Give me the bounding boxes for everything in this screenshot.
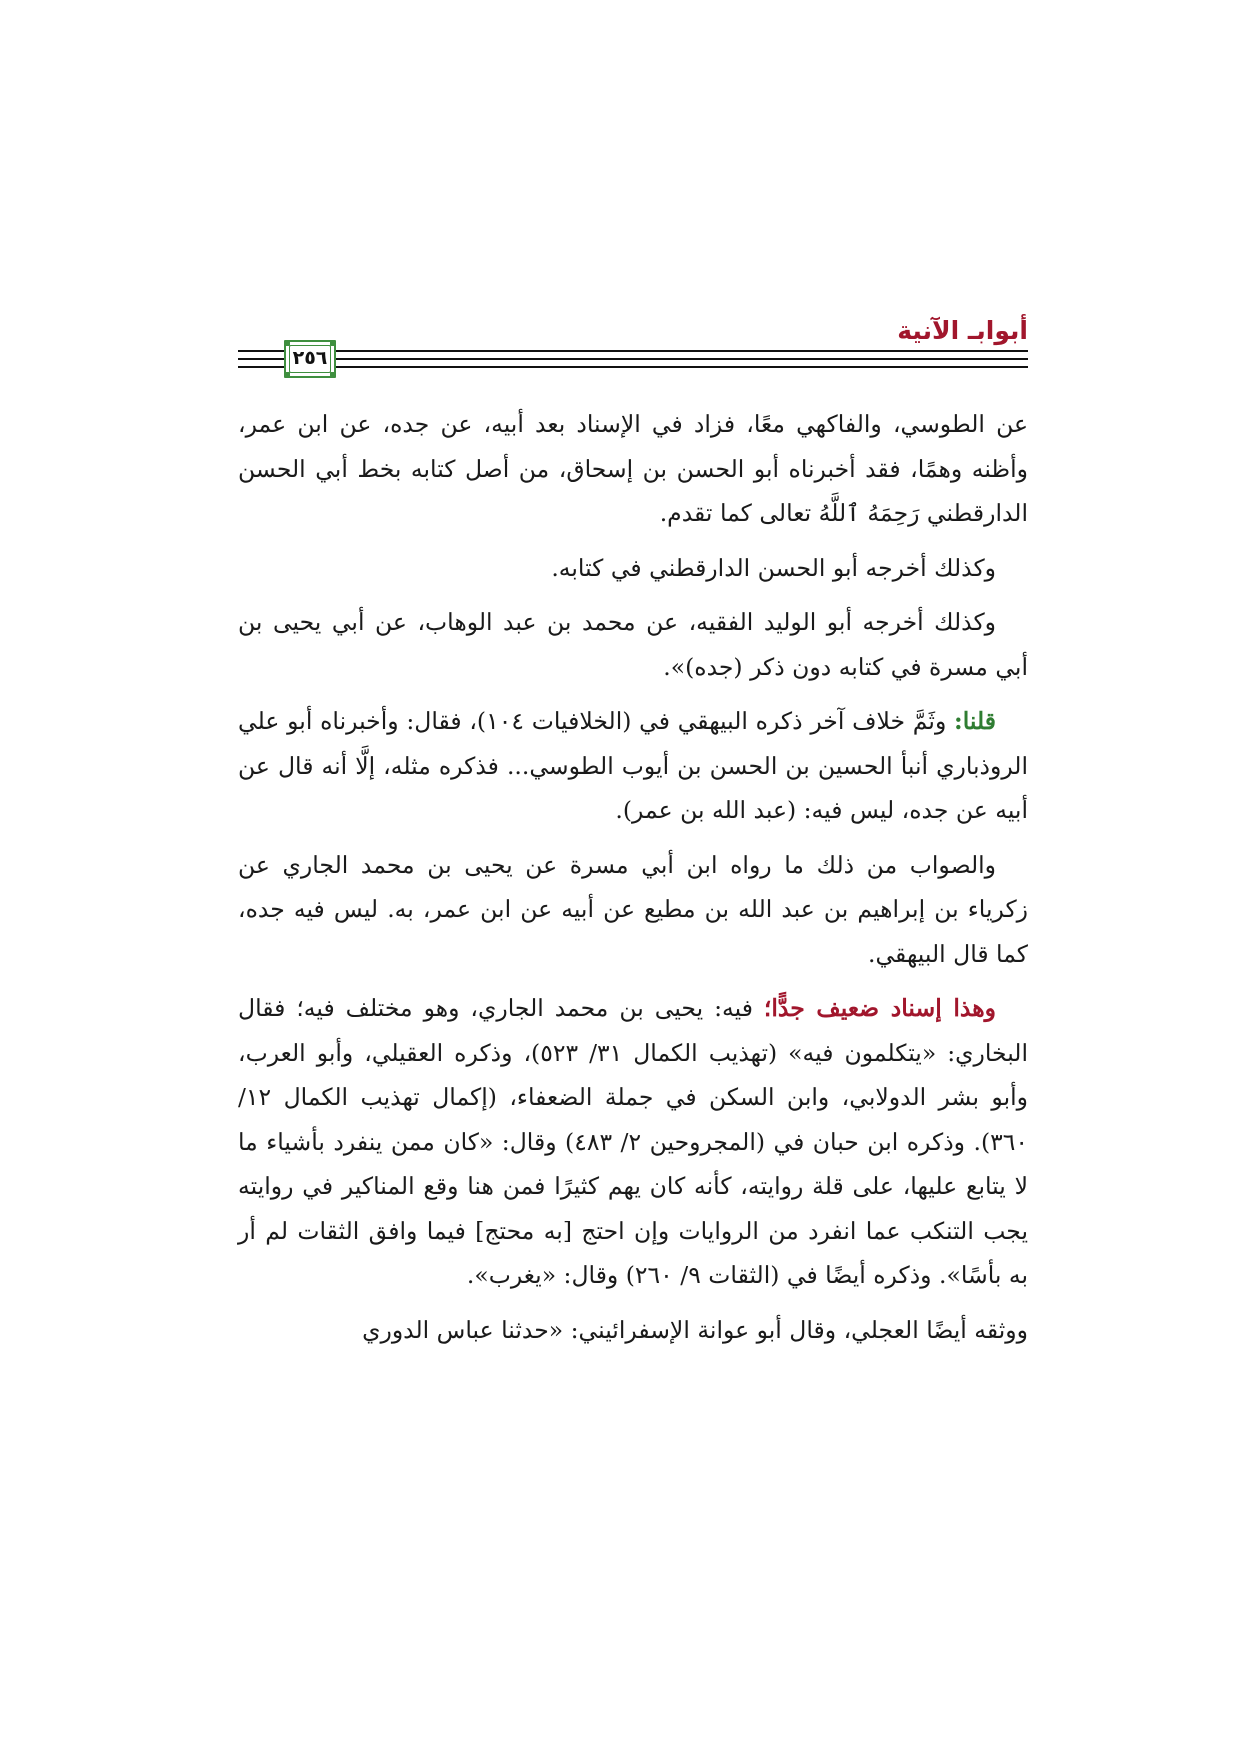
ornament-corner-icon bbox=[284, 372, 290, 378]
paragraph-text: وثَمَّ خلاف آخر ذكره البيهقي في (الخلافيات ١٠٤)، فقال: وأخبرناه أبو علي الروذباري أنبأ الحسين بن الحسن بن أيوب الطوسي... فذكره مثله، إلَّا أنه قال عن أبيه عن جده، ليس فيه: (عبد الله بن عمر). bbox=[238, 707, 1028, 824]
header-rule-top-right bbox=[338, 350, 1028, 352]
paragraph bbox=[238, 986, 1028, 1298]
page-number-frame bbox=[284, 340, 336, 378]
page-body bbox=[238, 402, 1028, 1362]
page-header bbox=[238, 316, 1028, 388]
paragraph bbox=[238, 699, 1028, 833]
ornament-corner-icon bbox=[330, 372, 336, 378]
page-number: ٢٥٦ bbox=[292, 347, 328, 369]
chapter-title: أبوابـ الآنية bbox=[897, 316, 1028, 345]
paragraph-text: ووثقه أيضًا العجلي، وقال أبو عوانة الإسفرائيني: «حدثنا عباس الدوري bbox=[362, 1315, 1028, 1344]
paragraph-text: فيه: يحيى بن محمد الجاري، وهو مختلف فيه؛ فقال البخاري: «يتكلمون فيه» (تهذيب الكمال ٣١/ ٥٢٣)، وذكره العقيلي، وأبو العرب، وأبو بشر الدولابي، وابن السكن في جملة الضعفاء، (إكمال تهذيب الكمال ١٢/ ٣٦٠). وذكره ابن حبان في (المجروحين ٢/ ٤٨٣) وقال: «كان ممن ينفرد بأشياء ما لا يتابع عليها، على قلة روايته، كأنه كان يهم كثيرًا فمن هنا وقع المناكير في روايته يجب التنكب عما انفرد من الروايات وإن احتج [به محتج] فيما وافق الثقات لم أر به بأسًا». وذكره أيضًا في (الثقات ٩/ ٢٦٠) وقال: «يغرب». bbox=[238, 994, 1029, 1289]
paragraph-lead-label: قلنا: bbox=[954, 707, 996, 735]
header-rule-bottom bbox=[238, 366, 1028, 368]
paragraph-text: وكذلك أخرجه أبو الحسن الدارقطني في كتابه. bbox=[551, 553, 996, 582]
paragraph bbox=[238, 402, 1028, 536]
paragraph-text: وكذلك أخرجه أبو الوليد الفقيه، عن محمد بن عبد الوهاب، عن أبي يحيى بن أبي مسرة في كتابه دون ذكر (جده)». bbox=[238, 608, 1028, 681]
paragraph-text: عن الطوسي، والفاكهي معًا، فزاد في الإسناد بعد أبيه، عن جده، عن ابن عمر، وأظنه وهمًا، فقد أخبرناه أبو الحسن بن إسحاق، من أصل كتابه بخط أبي الحسن الدارقطني رَحِمَهُ ٱللَّهُ تعالى كما تقدم. bbox=[238, 410, 1028, 527]
paragraph-lead-label: وهذا إسناد ضعيف جدًّا؛ bbox=[763, 994, 997, 1022]
ornament-corner-icon bbox=[284, 340, 290, 346]
paragraph bbox=[238, 843, 1028, 977]
paragraph bbox=[238, 600, 1028, 689]
ornament-corner-icon bbox=[330, 340, 336, 346]
header-rule-middle bbox=[238, 358, 1028, 360]
paragraph bbox=[238, 1308, 1028, 1353]
paragraph bbox=[238, 546, 1028, 591]
paragraph-text: والصواب من ذلك ما رواه ابن أبي مسرة عن يحيى بن محمد الجاري عن زكرياء بن إبراهيم بن عبد الله بن مطيع عن أبيه عن ابن عمر، به. ليس فيه جده، كما قال البيهقي. bbox=[238, 850, 1028, 968]
